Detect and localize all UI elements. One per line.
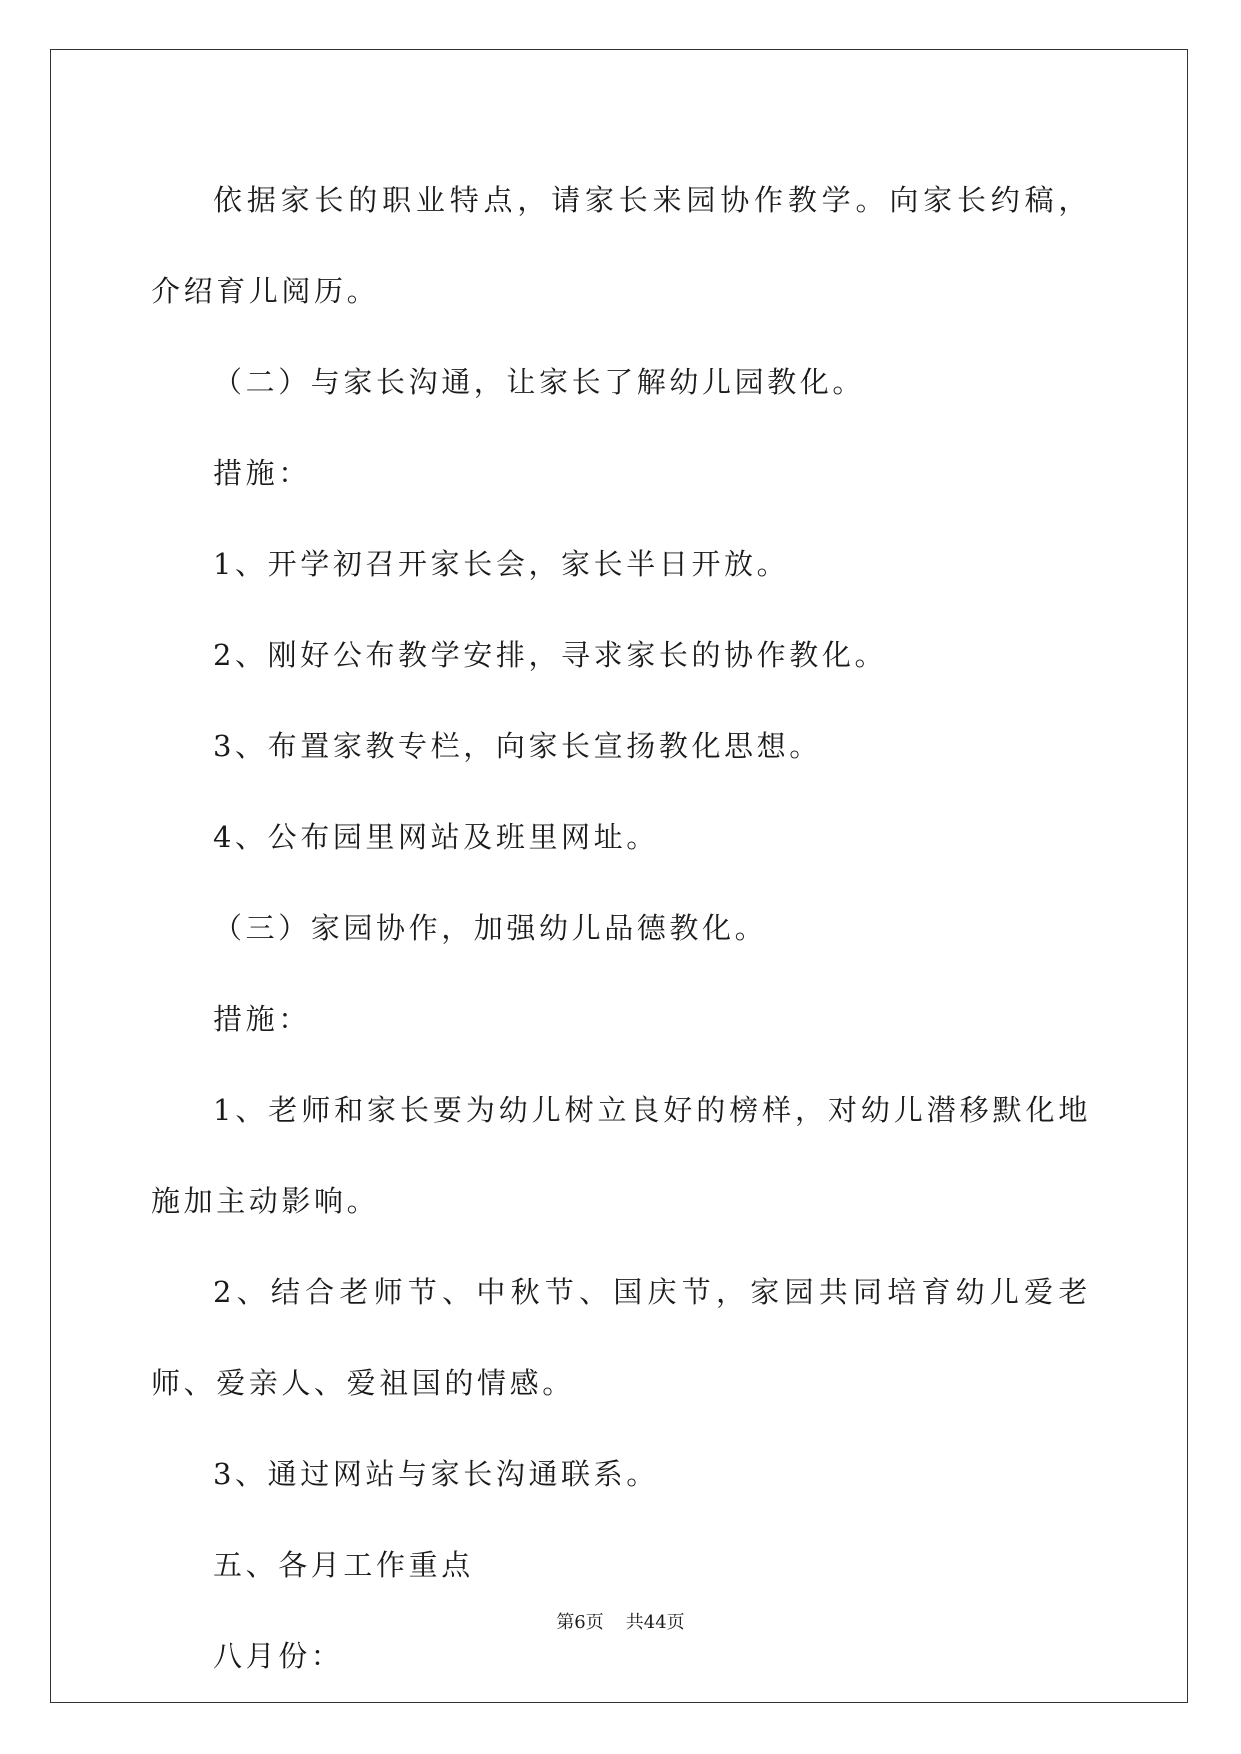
page-number: 第6页 bbox=[556, 1612, 604, 1633]
list-item: 2、结合老师节、中秋节、国庆节，家园共同培育幼儿爱老师、爱亲人、爱祖国的情感。 bbox=[151, 1275, 1091, 1400]
list-item: 3、通过网站与家长沟通联系。 bbox=[213, 1457, 659, 1491]
document-body bbox=[151, 155, 1091, 1702]
measures-label: 措施： bbox=[213, 456, 311, 490]
section-heading: 五、各月工作重点 bbox=[213, 1548, 474, 1582]
list-item: 2、刚好公布教学安排，寻求家长的协作教化。 bbox=[213, 638, 888, 672]
total-pages: 共44页 bbox=[625, 1612, 685, 1633]
list-item: 1、老师和家长要为幼儿树立良好的榜样，对幼儿潜移默化地施加主动影响。 bbox=[151, 1093, 1091, 1218]
page-footer bbox=[0, 1612, 1241, 1634]
paragraph: 依据家长的职业特点，请家长来园协作教学。向家长约稿，介绍育儿阅历。 bbox=[151, 183, 1091, 308]
list-item: 4、公布园里网站及班里网址。 bbox=[213, 820, 659, 854]
month-label: 八月份： bbox=[213, 1639, 344, 1673]
measures-label: 措施： bbox=[213, 1002, 311, 1036]
section-heading: （三）家园协作，加强幼儿品德教化。 bbox=[213, 911, 768, 945]
section-heading: （二）与家长沟通，让家长了解幼儿园教化。 bbox=[213, 365, 866, 399]
list-item: 3、布置家教专栏，向家长宣扬教化思想。 bbox=[213, 729, 822, 763]
list-item: 1、开学初召开家长会，家长半日开放。 bbox=[213, 547, 790, 581]
